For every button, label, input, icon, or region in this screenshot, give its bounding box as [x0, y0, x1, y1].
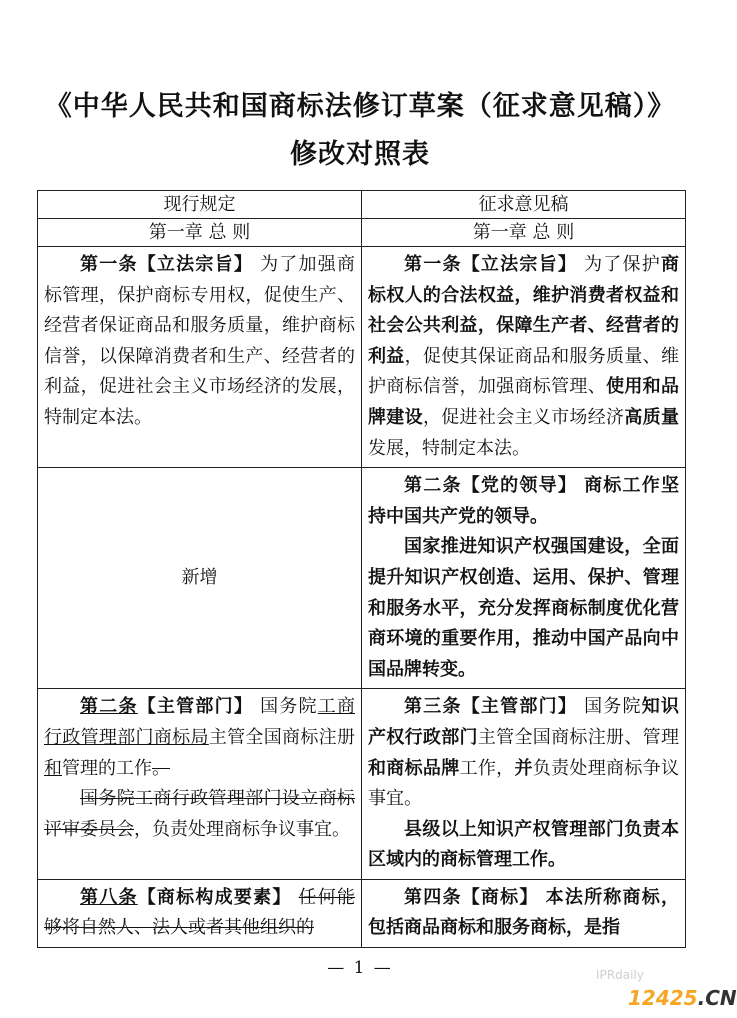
text: 为了保护: [584, 254, 662, 275]
article-number: 第二条: [404, 475, 462, 497]
cell-current-article-8: [38, 879, 362, 947]
watermark-text: IPRdaily: [596, 968, 644, 982]
article-tag: 【商标】: [461, 886, 539, 908]
chapter-left: 第一章 总 则: [38, 219, 362, 247]
text: ，促使其保证商品和服务质量、维护商标信誉，加强商标管理、: [368, 345, 679, 398]
article-number: 第三条: [404, 696, 462, 718]
text: ，促进社会主义市场经济: [422, 406, 625, 428]
text: 发展，特制定本法。: [368, 437, 530, 459]
article-number: 第一条: [80, 254, 138, 275]
text-struck: 国务院工商行政管理部门设立商标评审委员会: [44, 788, 355, 840]
page-number: — 1 —: [327, 958, 393, 978]
logo-number: 12425: [628, 986, 698, 1010]
text-bold: 高质量: [624, 406, 679, 428]
comparison-table: [37, 190, 686, 948]
cell-current-article-2: [38, 689, 362, 880]
article-tag: 【商标构成要素】: [137, 886, 292, 908]
cell-draft-article-2: [362, 468, 686, 689]
article-tag: 【立法宗旨】: [461, 254, 578, 275]
text-bold: 和商标品牌: [368, 757, 460, 779]
text-bold: 并: [514, 757, 533, 779]
text-bold: 商标权人的合法权益，维护消费者权益和社会公共利益，保障生产者、经营者的利益: [368, 254, 680, 367]
cell-draft-article-3: [362, 689, 686, 880]
text: 负责处理商标争议事宜。: [368, 757, 679, 810]
text-struck: 任何能够将自然人、法人或者其他组织的: [44, 886, 356, 939]
article-tag: 【党的领导】: [461, 475, 578, 497]
text: 主管全国商标注册、管理: [477, 726, 679, 748]
site-logo: [628, 986, 737, 1010]
text: ，负责处理商标争议事宜。: [134, 818, 350, 840]
cell-new-label: 新增: [38, 468, 362, 689]
table-row: [38, 879, 686, 947]
article-tag: 【立法宗旨】: [137, 254, 254, 275]
document-subtitle: 修改对照表: [290, 139, 430, 170]
document-title: 《中华人民共和国商标法修订草案（征求意见稿）》: [44, 91, 676, 122]
article-tag: 【主管部门】: [137, 696, 254, 718]
text-bold: 知识产权行政部门: [368, 696, 680, 748]
article-number: 第八条: [80, 886, 138, 908]
text-bold: 商标工作坚持中国共产党的领导。: [368, 475, 680, 527]
table-row: [38, 247, 686, 468]
article-number: 第二条: [80, 696, 138, 718]
text-bold: 使用和品牌建设: [368, 376, 679, 428]
table-row: [38, 468, 686, 689]
header-current-rules: 现行规定: [38, 191, 362, 219]
chapter-right: 第一章 总 则: [362, 219, 686, 247]
article-text: 为了加强商标管理，保护商标专用权，促使生产、经营者保证商品和服务质量，维护商标信誉，以保障消费者和生产、经营者的利益，促进社会主义市场经济的发展，特制定本法。: [44, 254, 356, 428]
article-number: 第四条: [404, 886, 462, 908]
text: 主管全国商标注册: [208, 726, 355, 748]
table-row: [38, 689, 686, 880]
text: 国务院: [584, 696, 642, 718]
text-struck: 。: [152, 757, 170, 779]
paragraph-bold: 县级以上知识产权管理部门负责本区域内的商标管理工作。: [368, 818, 679, 871]
text: 国务院: [260, 696, 318, 718]
table-header-row: [38, 191, 686, 219]
cell-draft-article-1: [362, 247, 686, 468]
text: 工作，: [459, 757, 515, 779]
cell-draft-article-4: [362, 879, 686, 947]
text-underlined: 和: [44, 757, 62, 779]
text-bold: 本法所称商标，包括商品商标和服务商标，是指: [368, 886, 680, 939]
article-number: 第一条: [404, 254, 462, 275]
paragraph-bold: 国家推进知识产权强国建设，全面提升知识产权创造、运用、保护、管理和服务水平，充分发挥商标制度优化营商环境的重要作用，推动中国产品向中国品牌转变。: [368, 536, 679, 680]
article-tag: 【主管部门】: [461, 696, 578, 718]
chapter-row: [38, 219, 686, 247]
text-underlined: 工商行政管理部门商标局: [44, 696, 356, 748]
cell-current-article-1: [38, 247, 362, 468]
header-draft: 征求意见稿: [362, 191, 686, 219]
logo-domain: .CN: [697, 986, 737, 1010]
text: 管理的工作: [62, 757, 152, 779]
